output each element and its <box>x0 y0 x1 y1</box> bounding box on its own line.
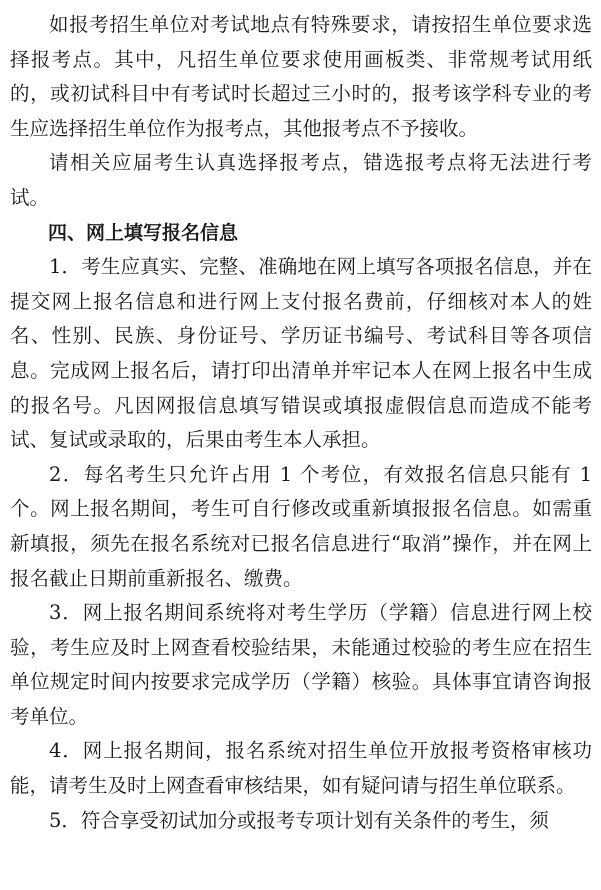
list-item-3: 3．网上报名期间系统将对考生学历（学籍）信息进行网上校验，考生应及时上网查看校验结果，未能通过校验的考生应在招生单位规定时间内按要求完成学历（学籍）核验。具体事宜请咨询报考单位。 <box>10 601 592 728</box>
list-item-1: 1．考生应真实、完整、准确地在网上填写各项报名信息，并在提交网上报名信息和进行网上支付报名费前，仔细核对本人的姓名、性别、民族、身份证号、学历证书编号、考试科目等各项信息。完成网上报名后，请打印出清单并牢记本人在网上报名中生成的报名号。凡因网报信息填写错误或填报虚假信息而造成不能考试、复试或录取的，后果由考生本人承担。 <box>10 255 592 452</box>
list-item-4: 4．网上报名期间，报名系统对招生单位开放报考资格审核功能，请考生及时上网查看审核结果，如有疑问请与招生单位联系。 <box>10 739 592 798</box>
paragraph-exam-site-requirements: 如报考招生单位对考试地点有特殊要求，请按招生单位要求选择报考点。其中，凡招生单位要求使用画板类、非常规考试用纸的，或初试科目中有考试时长超过三小时的，报考该学科专业的考生应选择招生单位作为报考点，其他报考点不予接收。 <box>10 13 592 140</box>
list-item-5: 5．符合享受初试加分或报考专项计划有关条件的考生，须 <box>49 808 549 832</box>
list-item-2: 2．每名考生只允许占用 1 个考位，有效报名信息只能有 1 个。网上报名期间，考生可自行修改或重新填报报名信息。如需重新填报，须先在报名系统对已报名信息进行“取消”操作，并在网上报名截止日期前重新报名、缴费。 <box>10 462 592 590</box>
paragraph-select-site-warning: 请相关应届考生认真选择报考点，错选报考点将无法进行考试。 <box>10 151 592 209</box>
section-heading: 四、网上填写报名信息 <box>48 221 239 244</box>
document-page <box>10 8 592 838</box>
